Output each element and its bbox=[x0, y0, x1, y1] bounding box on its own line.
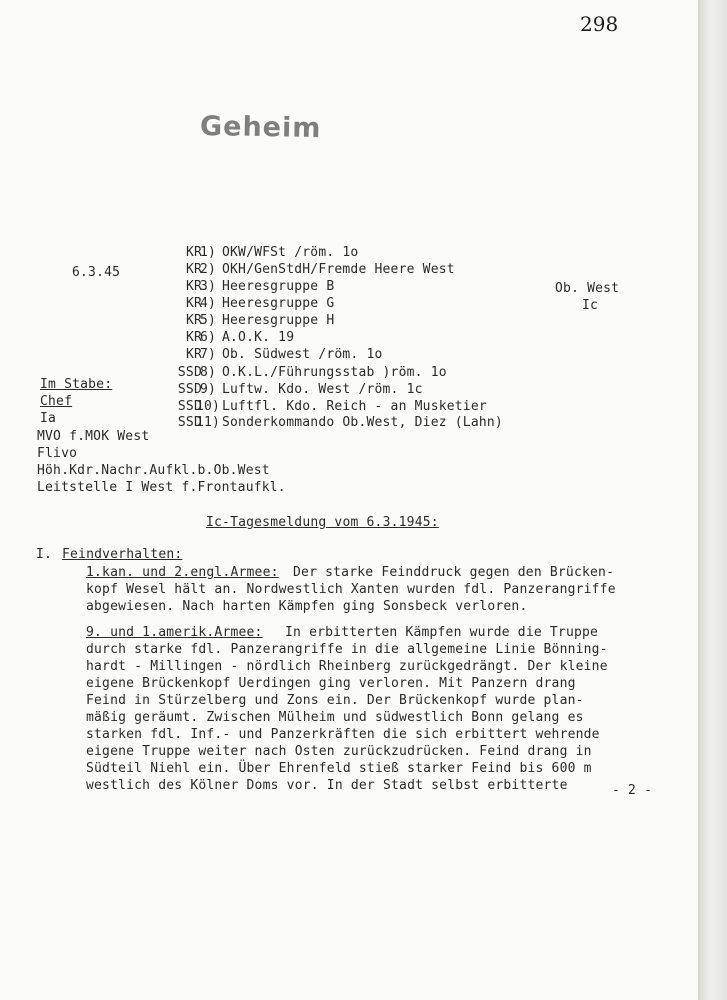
distribution-entry bbox=[0, 244, 698, 261]
paragraph-line: westlich des Kölner Doms vor. In der Stadt selbst erbitterte bbox=[86, 778, 568, 793]
distribution-entry bbox=[0, 261, 698, 278]
distribution-entry bbox=[0, 346, 698, 363]
paragraph-line: kopf Wesel hält an. Nordwestlich Xanten wurden fdl. Panzerangriffe bbox=[86, 582, 616, 597]
report-title: Ic-Tagesmeldung vom 6.3.1945: bbox=[206, 515, 439, 530]
distribution-entry bbox=[0, 312, 698, 329]
distribution-number: 3) bbox=[199, 279, 216, 294]
distribution-prefix: SSD bbox=[177, 399, 202, 414]
staff-item: Flivo bbox=[37, 446, 78, 461]
staff-item: MVO f.MOK West bbox=[37, 429, 150, 444]
paragraph-line: starken fdl. Inf.- und Panzerkräften die sich erbittert wehrende bbox=[86, 727, 600, 742]
paragraph-label: 9. und 1.amerik.Armee: bbox=[86, 625, 263, 640]
sender-department: Ic bbox=[582, 298, 599, 313]
classification-stamp: Geheim bbox=[199, 110, 322, 145]
paragraph-label: 1.kan. und 2.engl.Armee: bbox=[86, 565, 279, 580]
document-date: 6.3.45 bbox=[72, 265, 121, 280]
paragraph-line: In erbitterten Kämpfen wurde die Truppe bbox=[277, 625, 599, 640]
paragraph-line: abgewiesen. Nach harten Kämpfen ging Sonsbeck verloren. bbox=[86, 599, 528, 614]
adjacent-page-edge bbox=[698, 0, 727, 1000]
distribution-prefix: KR bbox=[185, 245, 202, 260]
distribution-recipient: Ob. Südwest /röm. 1o bbox=[222, 347, 383, 362]
section-title: Feindverhalten: bbox=[62, 547, 183, 562]
distribution-recipient: OKH/GenStdH/Fremde Heere West bbox=[222, 262, 455, 277]
archive-number: 298 bbox=[580, 12, 619, 36]
distribution-recipient: OKW/WFSt /röm. 1o bbox=[222, 245, 359, 260]
page-continuation: - 2 - bbox=[612, 783, 653, 798]
paragraph-line: Der starke Feinddruck gegen den Brücken- bbox=[285, 565, 615, 580]
section-number: I. bbox=[36, 547, 53, 562]
staff-heading: Im Stabe: bbox=[40, 377, 113, 392]
distribution-number: 11) bbox=[196, 415, 221, 430]
distribution-prefix: KR bbox=[185, 279, 202, 294]
distribution-recipient: Luftfl. Kdo. Reich - an Musketier bbox=[222, 399, 487, 414]
distribution-recipient: Heeresgruppe H bbox=[222, 313, 335, 328]
distribution-prefix: KR bbox=[185, 262, 202, 277]
distribution-number: 8) bbox=[199, 365, 216, 380]
distribution-recipient: Luftw. Kdo. West /röm. 1c bbox=[222, 382, 423, 397]
paragraph-line: eigene Truppe weiter nach Osten zurückzudrücken. Feind drang in bbox=[86, 744, 592, 759]
staff-item: Leitstelle I West f.Frontaufkl. bbox=[37, 480, 286, 495]
distribution-entry bbox=[0, 398, 698, 415]
paragraph-line: hardt - Millingen - nördlich Rheinberg zurückgedrängt. Der kleine bbox=[86, 659, 608, 674]
distribution-number: 2) bbox=[199, 262, 216, 277]
distribution-recipient: Heeresgruppe B bbox=[222, 279, 335, 294]
paragraph-line: eigene Brückenkopf Uerdingen ging verloren. Mit Panzern drang bbox=[86, 676, 576, 691]
distribution-prefix: KR bbox=[185, 313, 202, 328]
sender-unit: Ob. West bbox=[555, 281, 620, 296]
distribution-entry bbox=[0, 329, 698, 346]
paragraph-line: Südteil Niehl ein. Über Ehrenfeld stieß starker Feind bis 600 m bbox=[86, 761, 592, 776]
distribution-prefix: SSD bbox=[177, 382, 202, 397]
distribution-number: 7) bbox=[199, 347, 216, 362]
distribution-prefix: KR bbox=[185, 347, 202, 362]
staff-item: Höh.Kdr.Nachr.Aufkl.b.Ob.West bbox=[37, 463, 270, 478]
staff-item: Chef bbox=[40, 394, 73, 409]
distribution-number: 1) bbox=[199, 245, 216, 260]
paragraph-line: mäßig geräumt. Zwischen Mülheim und südwestlich Bonn gelang es bbox=[86, 710, 584, 725]
distribution-number: 4) bbox=[199, 296, 216, 311]
paragraph-line: Feind in Stürzelberg und Zons ein. Der Brückenkopf wurde plan- bbox=[86, 693, 584, 708]
distribution-prefix: KR bbox=[185, 330, 202, 345]
distribution-prefix: KR bbox=[185, 296, 202, 311]
distribution-number: 9) bbox=[199, 382, 216, 397]
distribution-prefix: SSD bbox=[177, 365, 202, 380]
distribution-recipient: Heeresgruppe G bbox=[222, 296, 335, 311]
paragraph-line: durch starke fdl. Panzerangriffe in die allgemeine Linie Bönning- bbox=[86, 642, 608, 657]
distribution-recipient: A.O.K. 19 bbox=[222, 330, 295, 345]
distribution-prefix: SSD bbox=[177, 415, 202, 430]
distribution-recipient: O.K.L./Führungsstab )röm. 1o bbox=[222, 365, 447, 380]
staff-item: Ia bbox=[40, 411, 57, 426]
distribution-number: 10) bbox=[196, 399, 221, 414]
distribution-recipient: Sonderkommando Ob.West, Diez (Lahn) bbox=[222, 415, 503, 430]
distribution-number: 6) bbox=[199, 330, 216, 345]
distribution-number: 5) bbox=[199, 313, 216, 328]
